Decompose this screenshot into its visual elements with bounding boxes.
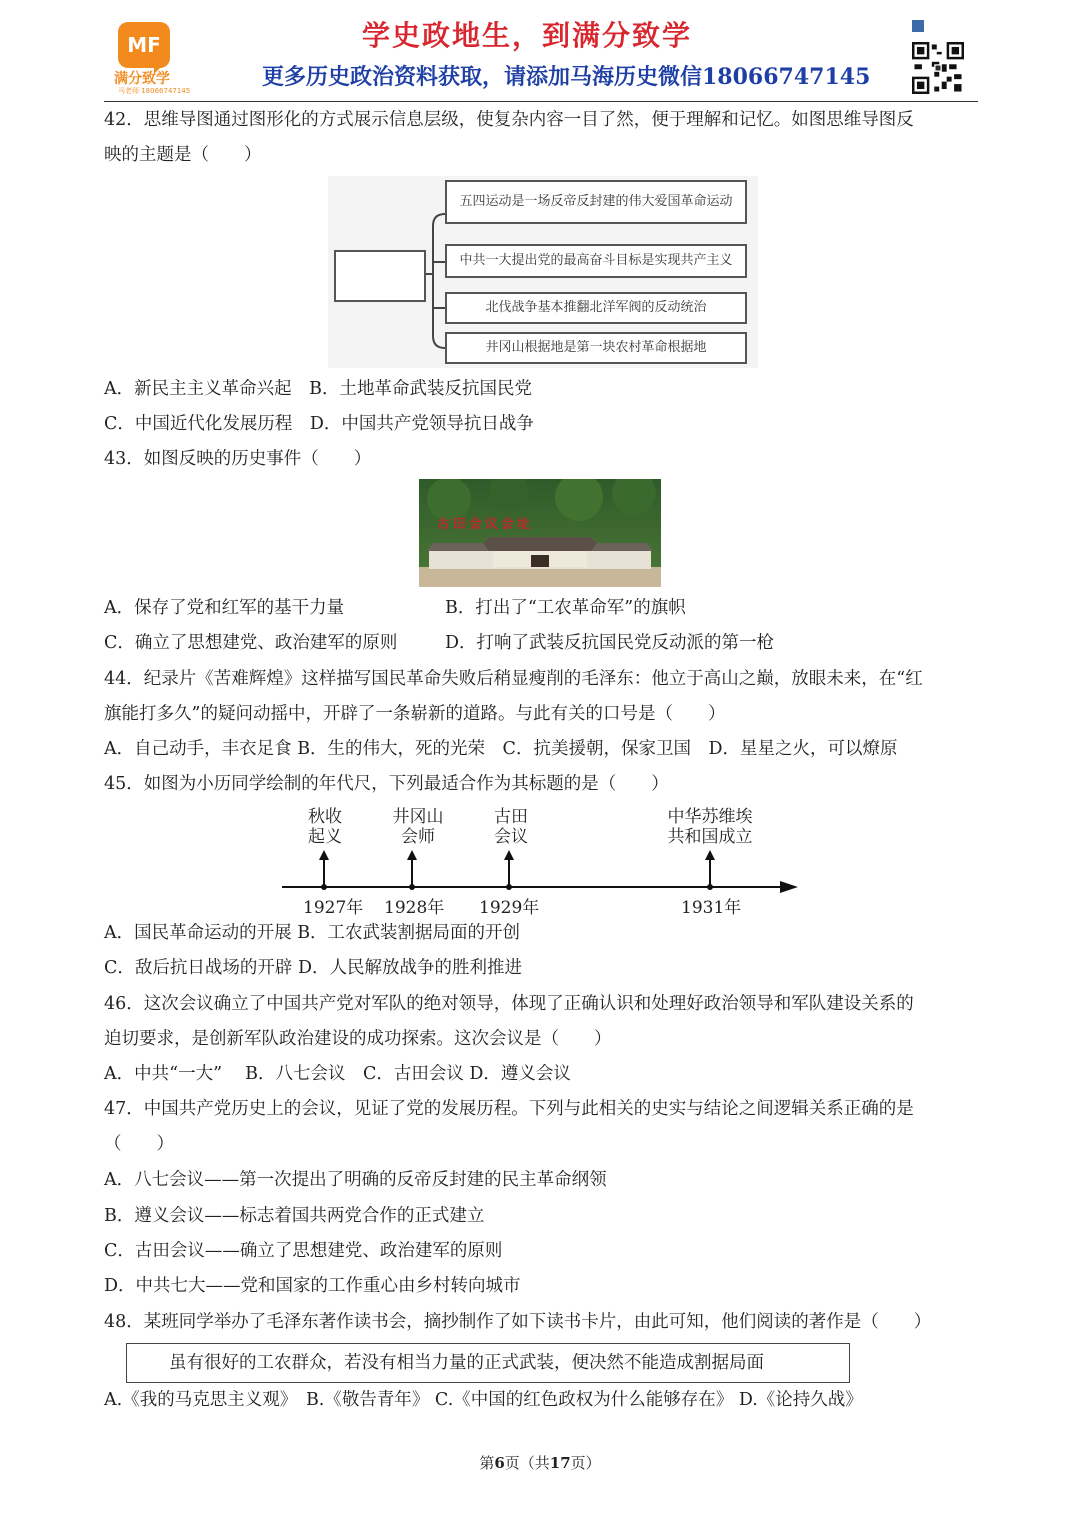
page-footer: 第6页（共17页） xyxy=(479,1454,601,1472)
timeline-year: 1927年 xyxy=(303,898,364,918)
qr-code-icon xyxy=(912,42,964,94)
timeline-year: 1928年 xyxy=(384,898,445,918)
mind-map-item: 中共一大提出党的最高奋斗目标是实现共产主义 xyxy=(445,244,747,278)
q42-stem-line2: 映的主题是（ ） xyxy=(104,145,262,165)
timeline-year: 1931年 xyxy=(681,898,742,918)
q47-option: D．中共七大——党和国家的工作重心由乡村转向城市 xyxy=(104,1276,521,1296)
brand-name: 满分致学 xyxy=(114,71,170,87)
q42-option-line: C．中国近代化发展历程 D．中国共产党领导抗日战争 xyxy=(104,414,534,434)
mind-map-item: 五四运动是一场反帝反封建的伟大爱国革命运动 xyxy=(445,180,747,224)
q48-option-line: A.《我的马克思主义观》 B.《敬告青年》 C.《中国的红色政权为什么能够存在》 D.《论持久战》 xyxy=(104,1390,863,1410)
reading-card: 虽有很好的工农群众，若没有相当力量的正式武装，便决然不能造成割据局面 xyxy=(126,1343,850,1383)
mind-map-item: 井冈山根据地是第一块农村革命根据地 xyxy=(445,332,747,364)
q45-option-line: C．敌后抗日战场的开辟 D．人民解放战争的胜利推进 xyxy=(104,958,522,978)
photo-sign: 古田会议会址 xyxy=(437,517,534,532)
q47-stem-line1: 47．中国共产党历史上的会议，见证了党的发展历程。下列与此相关的史实与结论之间逻辑关系正确的是 xyxy=(104,1099,914,1119)
brand-contact: 马老师 18066747145 xyxy=(118,87,191,95)
page-total: 17 xyxy=(549,1454,571,1472)
q43-stem: 43．如图反映的历史事件（ ） xyxy=(104,449,372,469)
header-rule xyxy=(104,101,978,102)
timeline-event-label: 秋收 起义 xyxy=(308,807,342,847)
q46-stem-line2: 迫切要求，是创新军队政治建设的成功探索。这次会议是（ ） xyxy=(104,1029,612,1049)
q47-option: C．古田会议——确立了思想建党、政治建军的原则 xyxy=(104,1241,503,1261)
q45-option-line: A．国民革命运动的开展 B．工农武装割据局面的开创 xyxy=(104,923,521,943)
q44-stem-line2: 旗能打多久”的疑问动摇中，开辟了一条崭新的道路。与此有关的口号是（ ） xyxy=(104,704,726,724)
mind-map xyxy=(328,176,758,368)
mind-map-item: 北伐战争基本推翻北洋军阀的反动统治 xyxy=(445,292,747,324)
q44-option-line: A．自己动手，丰衣足食 B．生的伟大，死的光荣 C．抗美援朝，保家卫国 D．星星之火，可以燎原 xyxy=(104,739,898,759)
timeline-year: 1929年 xyxy=(479,898,540,918)
qr-avatar-icon xyxy=(912,20,924,32)
q44-stem-line1: 44．纪录片《苦难辉煌》这样描写国民革命失败后稍显瘦削的毛泽东：他立于高山之巅，放眼未来，在“红 xyxy=(104,669,923,689)
q47-stem-line2: （ ） xyxy=(104,1134,174,1154)
timeline-event-label: 中华苏维埃 共和国成立 xyxy=(667,807,753,847)
brand-logo: MF xyxy=(118,22,170,68)
q47-option: B．遵义会议——标志着国共两党合作的正式建立 xyxy=(104,1206,485,1226)
q43-option: C．确立了思想建党、政治建军的原则 xyxy=(104,633,398,653)
timeline-event-label: 古田 会议 xyxy=(494,807,528,847)
q43-option: B．打出了“工农革命军”的旗帜 xyxy=(445,598,686,618)
q42-option-line: A．新民主主义革命兴起 B．土地革命武装反抗国民党 xyxy=(104,379,532,399)
q42-stem-line1: 42．思维导图通过图形化的方式展示信息层级，使复杂内容一目了然，便于理解和记忆。如图思维导图反 xyxy=(104,110,914,130)
q43-option: A．保存了党和红军的基干力量 xyxy=(104,598,345,618)
header-slogan: 学史政地生，到满分致学 xyxy=(362,19,693,52)
q46-stem-line1: 46．这次会议确立了中国共产党对军队的绝对领导，体现了正确认识和处理好政治领导和军队建设关系的 xyxy=(104,994,914,1014)
timeline-event-label: 井冈山 会师 xyxy=(392,807,444,847)
q46-option-line: A．中共“一大” B．八七会议 C．古田会议 D．遵义会议 xyxy=(104,1064,571,1084)
q47-option: A．八七会议——第一次提出了明确的反帝反封建的民主革命纲领 xyxy=(104,1170,607,1190)
mind-map-root-blank xyxy=(334,250,426,302)
q45-stem: 45．如图为小历同学绘制的年代尺，下列最适合作为其标题的是（ ） xyxy=(104,774,669,794)
q48-stem: 48．某班同学举办了毛泽东著作读书会，摘抄制作了如下读书卡片，由此可知，他们阅读的著作是（ ） xyxy=(104,1312,932,1332)
q43-option: D．打响了武装反抗国民党反动派的第一枪 xyxy=(445,633,775,653)
gutian-meeting-photo xyxy=(419,479,661,587)
header-contact: 更多历史政治资料获取，请添加马海历史微信18066747145 xyxy=(262,64,871,90)
page-number: 6 xyxy=(494,1454,505,1472)
